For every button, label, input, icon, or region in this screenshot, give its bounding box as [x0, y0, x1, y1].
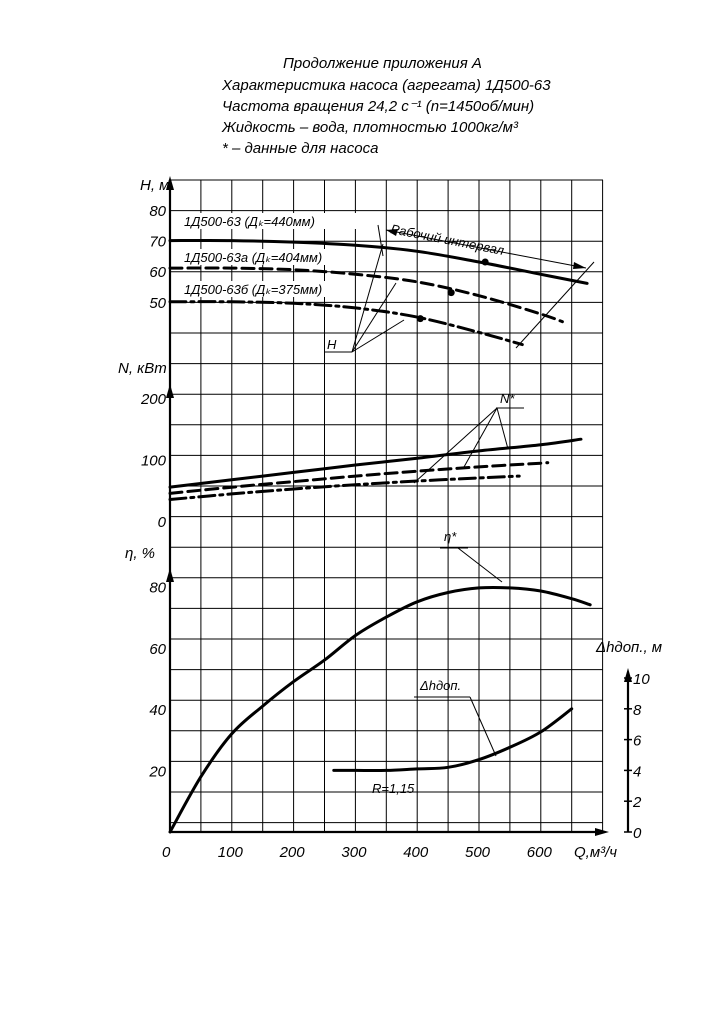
npsh-tick-label: 8	[633, 701, 642, 719]
q-axis-arrow	[595, 828, 609, 836]
eta-curve-label: η*	[444, 529, 457, 544]
npsh-tick-label: 0	[633, 825, 642, 842]
duty-point	[417, 315, 424, 322]
eta-tick-labels	[148, 579, 166, 780]
head-annotations	[182, 213, 594, 352]
series-label-h-1: 1Д500-63 (Дₖ=440мм)	[184, 214, 315, 229]
header-line-5: * – данные для насоса	[222, 140, 379, 157]
n-tick-label: 100	[140, 452, 166, 470]
e-tick-label: 40	[149, 702, 166, 720]
header-line-4: Жидкость – вода, плотностью 1000кг/м³	[222, 119, 518, 136]
chart-axes	[166, 176, 632, 836]
eta-axis-title: η, %	[125, 545, 155, 562]
header-line-2: Характеристика насоса (агрегата) 1Д500-63	[222, 77, 551, 94]
eta-axis-arrow	[166, 568, 174, 582]
q-tick-label: 500	[465, 844, 491, 861]
npsh-tick-label: 10	[633, 671, 650, 688]
n-tick-label: 200	[140, 391, 166, 408]
head-curve-3	[170, 302, 522, 345]
npsh-note: R=1,15	[372, 781, 415, 796]
q-tick-label: 300	[341, 844, 367, 861]
header-line-3: Частота вращения 24,2 с⁻¹ (n=1450об/мин)	[222, 98, 535, 115]
npsh-tick-label: 4	[633, 763, 642, 781]
h-axis-title: H, м	[140, 177, 170, 194]
h-tick-label: 70	[149, 233, 166, 251]
series-label-h-3: 1Д500-63б (Дₖ=375мм)	[184, 282, 323, 297]
duty-points	[417, 259, 489, 323]
efficiency-annotations	[372, 529, 502, 796]
npsh-tick-label: 6	[633, 732, 642, 750]
chart-header	[221, 55, 551, 157]
h-leader-2	[352, 283, 396, 352]
chart-curves	[170, 240, 590, 832]
q-tick-label: 200	[279, 844, 305, 861]
eta-leader	[458, 548, 502, 582]
h-tick-label: 50	[149, 294, 166, 312]
q-tick-label: 600	[526, 844, 552, 861]
n-tick-labels	[140, 391, 167, 531]
duty-point	[482, 259, 489, 266]
n-tick-label: 0	[157, 514, 166, 531]
n-leader-2	[464, 408, 497, 467]
operating-range-label: Рабочий интервал	[389, 221, 506, 258]
npsh-curve-label: Δhдоп.	[420, 678, 462, 693]
n-axis-arrow	[166, 384, 174, 398]
q-tick-label: 100	[217, 844, 243, 861]
n-leader-3	[497, 408, 508, 449]
h-tick-label: 80	[149, 203, 166, 220]
q-tick-label: 400	[403, 844, 429, 861]
duty-point	[448, 289, 455, 296]
n-curve-label: N*	[500, 391, 515, 406]
h-tick-label: 60	[149, 264, 166, 282]
npsh-leader	[470, 697, 496, 756]
h-tick-labels	[149, 203, 166, 312]
n-axis-title: N, кВт	[118, 360, 167, 377]
npsh-tick-label: 2	[633, 794, 642, 812]
header-line-1: Продолжение приложения А	[283, 55, 482, 72]
n-leader-1	[414, 408, 497, 483]
npsh-axis-title: Δhдоп., м	[596, 639, 663, 656]
e-tick-label: 80	[149, 579, 166, 597]
npsh-axis-arrow	[624, 668, 632, 682]
h-curve-label: Н	[327, 337, 337, 352]
e-tick-label: 20	[149, 763, 166, 781]
q-tick-label: 0	[162, 844, 171, 861]
q-axis-title: Q,м³/ч	[574, 844, 618, 861]
range-tick-right	[516, 262, 594, 348]
series-label-h-2: 1Д500-63а (Дₖ=404мм)	[184, 250, 323, 265]
q-tick-labels	[162, 844, 552, 861]
operating-range-arrow-right	[573, 262, 586, 269]
e-tick-label: 60	[149, 640, 166, 658]
